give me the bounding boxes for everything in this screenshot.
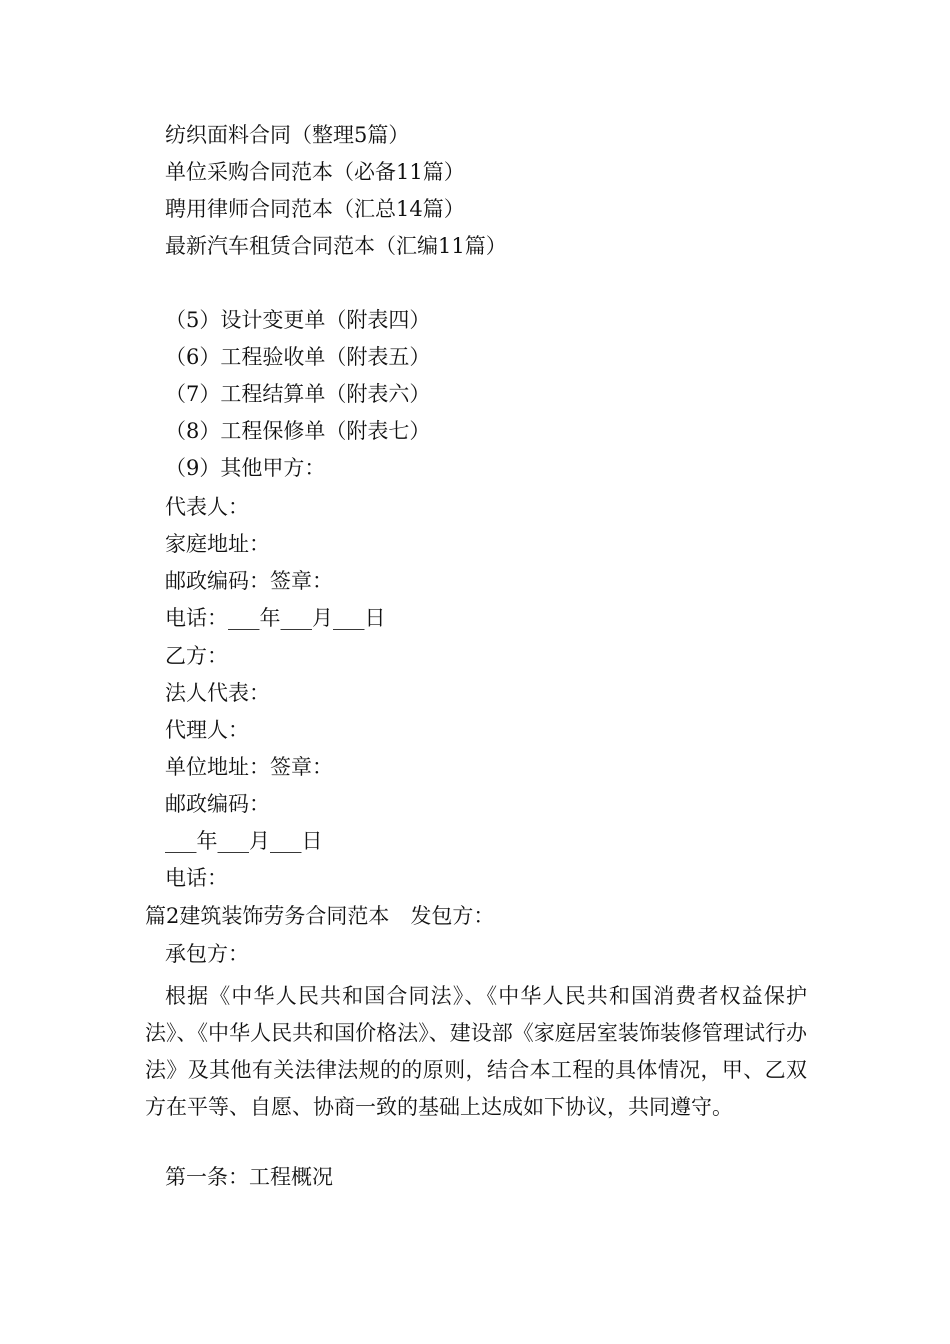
party-a-phone-date: 电话：___年___月___日: [165, 606, 386, 630]
party-b-date: ___年___月___日: [165, 829, 323, 853]
related-list-item: 纺织面料合同（整理5篇）: [165, 123, 410, 147]
party-b-phone: 电话：: [165, 866, 228, 890]
attachment-item: （7）工程结算单（附表六）: [165, 382, 431, 406]
article-heading: 第一条：工程概况: [165, 1165, 333, 1189]
attachment-item: （8）工程保修单（附表七）: [165, 419, 431, 443]
party-b-label: 乙方：: [165, 644, 228, 668]
related-list-item: 单位采购合同范本（必备11篇）: [165, 160, 465, 184]
section-heading: 篇2建筑装饰劳务合同范本 发包方：: [145, 904, 495, 928]
party-b-postal: 邮政编码：: [165, 792, 270, 816]
party-b-unit-address-seal: 单位地址：签章：: [165, 755, 333, 779]
attachment-item: （6）工程验收单（附表五）: [165, 345, 431, 369]
preamble-paragraph: 根据《中华人民共和国合同法》、《中华人民共和国消费者权益保护法》、《中华人民共和国价格法》、建设部《家庭居室装饰装修管理试行办法》及其他有关法律法规的的原则，结合本工程的具体情况，甲、乙双方在平等、自愿、协商一致的基础上达成如下协议，共同遵守。: [145, 984, 807, 1119]
related-list-item: 最新汽车租赁合同范本（汇编11篇）: [165, 234, 507, 258]
attachment-item: （9）其他甲方：: [165, 456, 326, 480]
party-b-legal-rep: 法人代表：: [165, 681, 270, 705]
attachment-item: （5）设计变更单（附表四）: [165, 308, 431, 332]
party-a-representative: 代表人：: [165, 495, 249, 519]
party-a-home-address: 家庭地址：: [165, 532, 270, 556]
party-a-postal-seal: 邮政编码：签章：: [165, 569, 333, 593]
contractor-label: 承包方：: [165, 942, 249, 966]
related-list-item: 聘用律师合同范本（汇总14篇）: [165, 197, 465, 221]
party-b-agent: 代理人：: [165, 718, 249, 742]
